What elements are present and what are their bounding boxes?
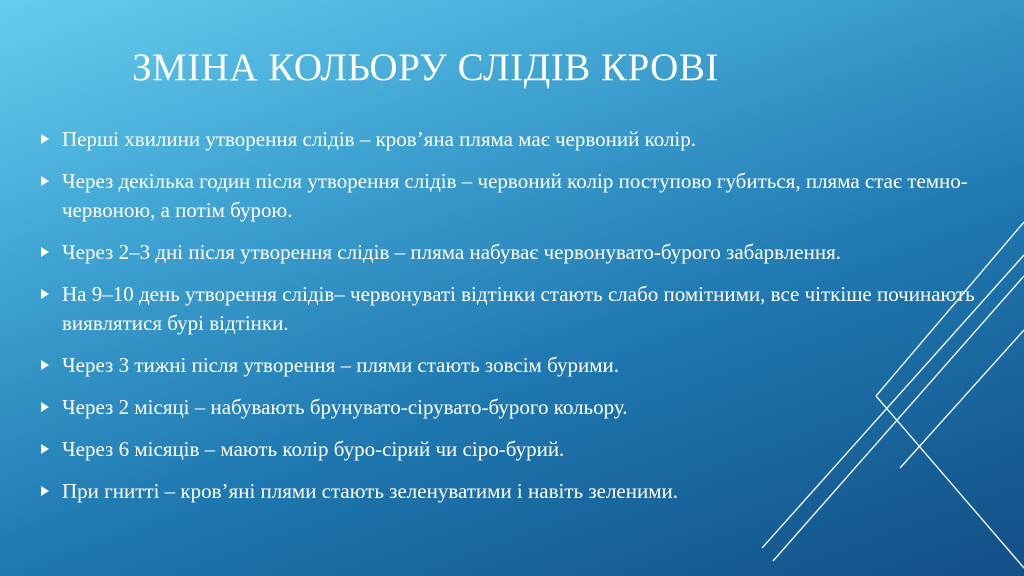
list-item bbox=[38, 477, 978, 506]
triangle-right-icon bbox=[41, 247, 49, 257]
list-item bbox=[38, 393, 978, 422]
list-item bbox=[38, 238, 978, 267]
list-item bbox=[38, 280, 978, 338]
bullet-text: На 9–10 день утворення слідів– червонуваті відтінки стають слабо помітними, все чіткіше починають виявлятися бурі відтінки. bbox=[62, 282, 975, 335]
bullet-text: При гнитті – кров’яні плями стають зеленуватими і навіть зеленими. bbox=[62, 479, 679, 503]
triangle-right-icon bbox=[41, 360, 49, 370]
bullet-text: Через 2–3 дні після утворення слідів – пляма набуває червонувато-бурого забарвлення. bbox=[62, 240, 841, 264]
slide-title: ЗМІНА КОЛЬОРУ СЛІДІВ КРОВІ bbox=[132, 46, 719, 89]
bullet-text: Через 6 місяців – мають колір буро-сірий чи сіро-бурий. bbox=[62, 437, 565, 461]
triangle-right-icon bbox=[41, 402, 49, 412]
triangle-right-icon bbox=[41, 289, 49, 299]
bullet-text: Через 2 місяці – набувають брунувато-сірувато-бурого кольору. bbox=[62, 395, 628, 419]
triangle-right-icon bbox=[41, 444, 49, 454]
list-item bbox=[38, 435, 978, 464]
list-item bbox=[38, 351, 978, 380]
list-item bbox=[38, 125, 978, 154]
bullet-text: Через 3 тижні після утворення – плями стають зовсім бурими. bbox=[62, 353, 619, 377]
triangle-right-icon bbox=[41, 486, 49, 496]
bullet-text: Через декілька годин після утворення слідів – червоний колір поступово губиться, пляма стає темно-червоною, а потім бурою. bbox=[62, 169, 968, 222]
list-item bbox=[38, 167, 978, 225]
triangle-right-icon bbox=[41, 134, 49, 144]
triangle-right-icon bbox=[41, 176, 49, 186]
bullet-text: Перші хвилини утворення слідів – кров’яна пляма має червоний колір. bbox=[62, 127, 697, 151]
bullet-list bbox=[38, 125, 978, 519]
